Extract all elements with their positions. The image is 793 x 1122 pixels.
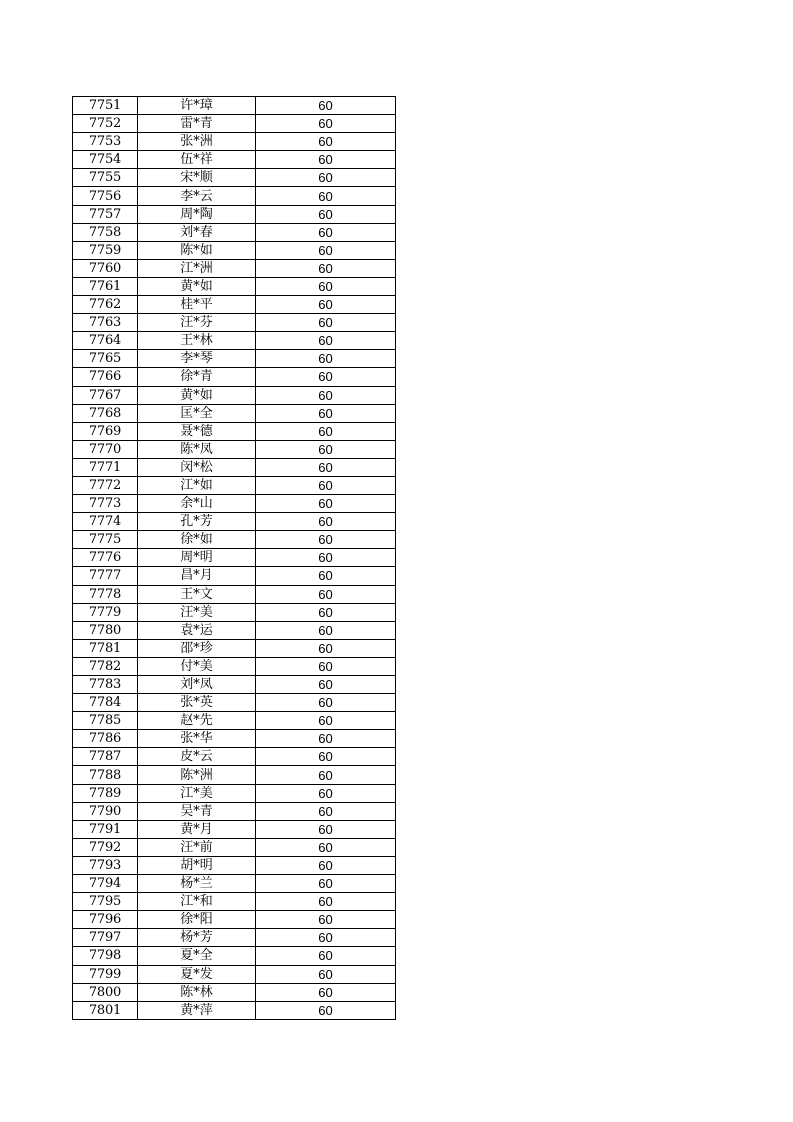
row-name-cell: 刘*春 [138, 223, 256, 241]
table-row [73, 440, 396, 458]
row-score-cell: 60 [256, 314, 396, 332]
row-id-cell: 7778 [73, 585, 138, 603]
row-name-cell: 黄*如 [138, 386, 256, 404]
table-row [73, 585, 396, 603]
row-name-cell: 杨*芳 [138, 929, 256, 947]
table-row [73, 223, 396, 241]
row-id-cell: 7801 [73, 1001, 138, 1019]
table-row [73, 983, 396, 1001]
row-name-cell: 陈*林 [138, 983, 256, 1001]
row-id-cell: 7798 [73, 947, 138, 965]
row-id-cell: 7751 [73, 97, 138, 115]
row-name-cell: 昌*月 [138, 567, 256, 585]
row-score-cell: 60 [256, 856, 396, 874]
table-row [73, 314, 396, 332]
row-name-cell: 宋*顺 [138, 169, 256, 187]
row-id-cell: 7775 [73, 531, 138, 549]
row-score-cell: 60 [256, 694, 396, 712]
row-name-cell: 皮*云 [138, 748, 256, 766]
row-id-cell: 7767 [73, 386, 138, 404]
row-name-cell: 陈*如 [138, 241, 256, 259]
row-score-cell: 60 [256, 259, 396, 277]
table-row [73, 603, 396, 621]
row-id-cell: 7793 [73, 856, 138, 874]
row-score-cell: 60 [256, 676, 396, 694]
row-name-cell: 闵*松 [138, 458, 256, 476]
row-score-cell: 60 [256, 893, 396, 911]
row-score-cell: 60 [256, 241, 396, 259]
row-name-cell: 许*璋 [138, 97, 256, 115]
row-id-cell: 7757 [73, 205, 138, 223]
row-score-cell: 60 [256, 332, 396, 350]
row-id-cell: 7755 [73, 169, 138, 187]
row-id-cell: 7763 [73, 314, 138, 332]
table-row [73, 169, 396, 187]
table-row [73, 947, 396, 965]
table-row [73, 802, 396, 820]
row-score-cell: 60 [256, 223, 396, 241]
row-score-cell: 60 [256, 621, 396, 639]
row-name-cell: 吴*青 [138, 802, 256, 820]
row-id-cell: 7765 [73, 350, 138, 368]
table-row [73, 187, 396, 205]
document-sheet [72, 96, 396, 1020]
row-id-cell: 7753 [73, 133, 138, 151]
row-score-cell: 60 [256, 567, 396, 585]
row-score-cell: 60 [256, 748, 396, 766]
table-row [73, 476, 396, 494]
row-score-cell: 60 [256, 639, 396, 657]
table-row [73, 97, 396, 115]
table-row [73, 820, 396, 838]
table-row [73, 205, 396, 223]
row-id-cell: 7777 [73, 567, 138, 585]
row-id-cell: 7761 [73, 277, 138, 295]
table-row [73, 1001, 396, 1019]
table-row [73, 766, 396, 784]
row-id-cell: 7760 [73, 259, 138, 277]
row-score-cell: 60 [256, 965, 396, 983]
table-row [73, 965, 396, 983]
row-name-cell: 徐*如 [138, 531, 256, 549]
row-id-cell: 7770 [73, 440, 138, 458]
row-id-cell: 7794 [73, 875, 138, 893]
row-score-cell: 60 [256, 929, 396, 947]
table-row [73, 748, 396, 766]
row-score-cell: 60 [256, 205, 396, 223]
row-score-cell: 60 [256, 657, 396, 675]
row-name-cell: 桂*平 [138, 296, 256, 314]
row-score-cell: 60 [256, 187, 396, 205]
row-score-cell: 60 [256, 296, 396, 314]
table-row [73, 259, 396, 277]
row-id-cell: 7789 [73, 784, 138, 802]
row-name-cell: 黄*萍 [138, 1001, 256, 1019]
row-score-cell: 60 [256, 603, 396, 621]
row-name-cell: 王*林 [138, 332, 256, 350]
table-row [73, 277, 396, 295]
row-score-cell: 60 [256, 531, 396, 549]
row-id-cell: 7790 [73, 802, 138, 820]
row-name-cell: 赵*先 [138, 712, 256, 730]
row-score-cell: 60 [256, 97, 396, 115]
roster-table [72, 96, 396, 1020]
table-row [73, 422, 396, 440]
row-score-cell: 60 [256, 169, 396, 187]
row-score-cell: 60 [256, 802, 396, 820]
table-row [73, 115, 396, 133]
row-name-cell: 徐*青 [138, 368, 256, 386]
row-name-cell: 陈*凤 [138, 440, 256, 458]
row-score-cell: 60 [256, 476, 396, 494]
row-score-cell: 60 [256, 513, 396, 531]
table-row [73, 676, 396, 694]
row-id-cell: 7756 [73, 187, 138, 205]
row-id-cell: 7791 [73, 820, 138, 838]
row-name-cell: 伍*祥 [138, 151, 256, 169]
row-score-cell: 60 [256, 585, 396, 603]
row-id-cell: 7796 [73, 911, 138, 929]
row-id-cell: 7771 [73, 458, 138, 476]
row-score-cell: 60 [256, 730, 396, 748]
row-name-cell: 李*琴 [138, 350, 256, 368]
row-name-cell: 徐*阳 [138, 911, 256, 929]
row-name-cell: 刘*凤 [138, 676, 256, 694]
table-row [73, 875, 396, 893]
row-id-cell: 7764 [73, 332, 138, 350]
row-id-cell: 7787 [73, 748, 138, 766]
row-id-cell: 7768 [73, 404, 138, 422]
row-id-cell: 7781 [73, 639, 138, 657]
row-score-cell: 60 [256, 277, 396, 295]
table-row [73, 838, 396, 856]
row-id-cell: 7776 [73, 549, 138, 567]
row-score-cell: 60 [256, 838, 396, 856]
table-row [73, 296, 396, 314]
row-name-cell: 陈*洲 [138, 766, 256, 784]
table-row [73, 784, 396, 802]
row-name-cell: 邵*珍 [138, 639, 256, 657]
row-id-cell: 7774 [73, 513, 138, 531]
row-id-cell: 7754 [73, 151, 138, 169]
table-row [73, 350, 396, 368]
table-row [73, 657, 396, 675]
row-score-cell: 60 [256, 875, 396, 893]
table-row [73, 929, 396, 947]
row-name-cell: 张*华 [138, 730, 256, 748]
row-score-cell: 60 [256, 1001, 396, 1019]
row-score-cell: 60 [256, 350, 396, 368]
row-name-cell: 聂*德 [138, 422, 256, 440]
row-name-cell: 袁*运 [138, 621, 256, 639]
table-row [73, 404, 396, 422]
row-id-cell: 7782 [73, 657, 138, 675]
table-row [73, 241, 396, 259]
row-id-cell: 7795 [73, 893, 138, 911]
row-name-cell: 夏*全 [138, 947, 256, 965]
row-score-cell: 60 [256, 368, 396, 386]
row-id-cell: 7772 [73, 476, 138, 494]
row-score-cell: 60 [256, 133, 396, 151]
row-name-cell: 周*陶 [138, 205, 256, 223]
row-name-cell: 雷*青 [138, 115, 256, 133]
row-name-cell: 胡*明 [138, 856, 256, 874]
row-id-cell: 7799 [73, 965, 138, 983]
row-score-cell: 60 [256, 712, 396, 730]
row-id-cell: 7762 [73, 296, 138, 314]
row-id-cell: 7786 [73, 730, 138, 748]
row-name-cell: 汪*前 [138, 838, 256, 856]
row-score-cell: 60 [256, 820, 396, 838]
table-row [73, 495, 396, 513]
row-score-cell: 60 [256, 440, 396, 458]
table-row [73, 458, 396, 476]
row-id-cell: 7752 [73, 115, 138, 133]
row-score-cell: 60 [256, 386, 396, 404]
row-name-cell: 江*洲 [138, 259, 256, 277]
table-row [73, 386, 396, 404]
row-score-cell: 60 [256, 784, 396, 802]
row-name-cell: 江*如 [138, 476, 256, 494]
row-id-cell: 7797 [73, 929, 138, 947]
row-score-cell: 60 [256, 983, 396, 1001]
row-id-cell: 7785 [73, 712, 138, 730]
row-name-cell: 付*美 [138, 657, 256, 675]
row-id-cell: 7800 [73, 983, 138, 1001]
row-name-cell: 黄*月 [138, 820, 256, 838]
row-id-cell: 7769 [73, 422, 138, 440]
row-id-cell: 7780 [73, 621, 138, 639]
table-row [73, 639, 396, 657]
row-score-cell: 60 [256, 422, 396, 440]
table-row [73, 856, 396, 874]
row-score-cell: 60 [256, 549, 396, 567]
roster-table-body [73, 97, 396, 1020]
table-row [73, 621, 396, 639]
table-row [73, 549, 396, 567]
row-name-cell: 李*云 [138, 187, 256, 205]
table-row [73, 694, 396, 712]
row-id-cell: 7759 [73, 241, 138, 259]
row-score-cell: 60 [256, 458, 396, 476]
table-row [73, 332, 396, 350]
row-score-cell: 60 [256, 911, 396, 929]
row-name-cell: 张*英 [138, 694, 256, 712]
row-name-cell: 杨*兰 [138, 875, 256, 893]
row-name-cell: 匡*全 [138, 404, 256, 422]
table-row [73, 133, 396, 151]
row-name-cell: 周*明 [138, 549, 256, 567]
row-id-cell: 7758 [73, 223, 138, 241]
table-row [73, 730, 396, 748]
row-name-cell: 江*和 [138, 893, 256, 911]
row-id-cell: 7788 [73, 766, 138, 784]
row-name-cell: 王*文 [138, 585, 256, 603]
row-name-cell: 汪*美 [138, 603, 256, 621]
table-row [73, 151, 396, 169]
row-name-cell: 孔*芳 [138, 513, 256, 531]
row-name-cell: 江*美 [138, 784, 256, 802]
row-id-cell: 7783 [73, 676, 138, 694]
row-score-cell: 60 [256, 115, 396, 133]
row-id-cell: 7766 [73, 368, 138, 386]
table-row [73, 368, 396, 386]
table-row [73, 531, 396, 549]
row-name-cell: 夏*发 [138, 965, 256, 983]
row-id-cell: 7792 [73, 838, 138, 856]
row-score-cell: 60 [256, 404, 396, 422]
row-score-cell: 60 [256, 766, 396, 784]
row-score-cell: 60 [256, 151, 396, 169]
row-name-cell: 黄*如 [138, 277, 256, 295]
table-row [73, 513, 396, 531]
row-name-cell: 余*山 [138, 495, 256, 513]
row-id-cell: 7779 [73, 603, 138, 621]
table-row [73, 712, 396, 730]
row-id-cell: 7773 [73, 495, 138, 513]
row-name-cell: 汪*芬 [138, 314, 256, 332]
row-score-cell: 60 [256, 947, 396, 965]
row-name-cell: 张*洲 [138, 133, 256, 151]
row-score-cell: 60 [256, 495, 396, 513]
table-row [73, 893, 396, 911]
table-row [73, 567, 396, 585]
table-row [73, 911, 396, 929]
row-id-cell: 7784 [73, 694, 138, 712]
